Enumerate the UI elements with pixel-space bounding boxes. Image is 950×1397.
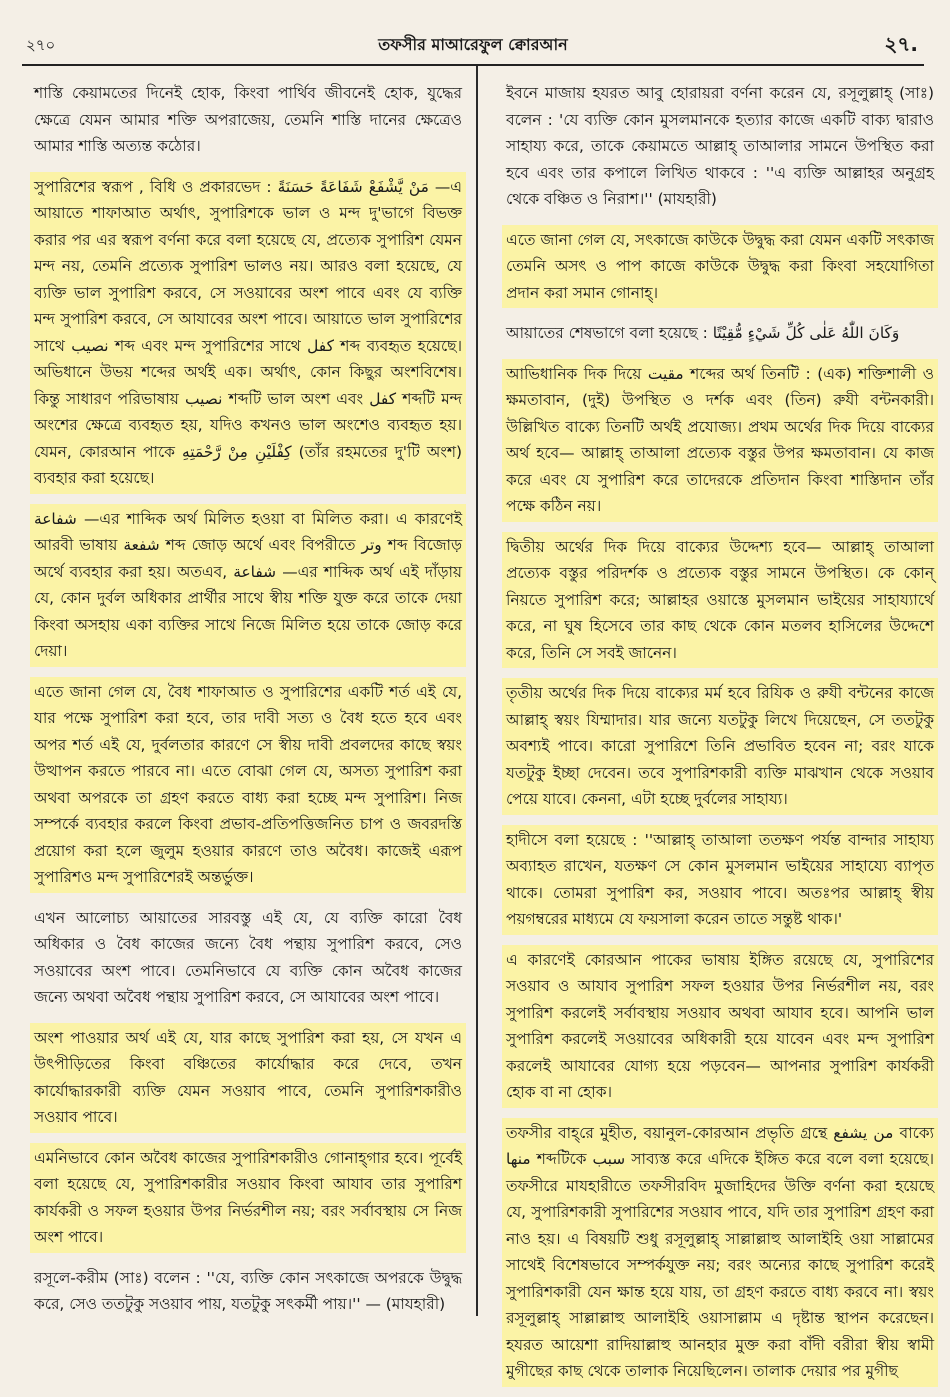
- paragraph: ইবনে মাজায় হযরত আবু হোরায়রা বর্ণনা করেন যে, রসূলুল্লাহ্ (সাঃ) বলেন : 'যে ব্যক্তি কোন মুসলমানকে হত্যার কাজে একটি বাক্য দ্বারাও সাহায্য করে, তাকে কেয়ামতে আল্লাহ্ তাআলার সামনে উপস্থিত করা হবে এবং তার কপালে লিখিত থাকবে : ''এ ব্যক্তি আল্লাহর অনুগ্রহ থেকে বঞ্চিত ও নিরাশ।'' (মাযহারী): [506, 84, 934, 208]
- paragraph: এতে জানা গেল যে, বৈধ শাফাআত ও সুপারিশের একটি শর্ত এই যে, যার পক্ষে সুপারিশ করা হবে, তার দাবী সত্য ও বৈধ হতে হবে এবং অপর শর্ত এই যে, দুর্বলতার কারণে সে স্বীয় দাবী প্রবলদের কাছে স্বয়ং উত্থাপন করতে পারবে না। এতে বোঝা গেল যে, অসত্য সুপারিশ করা অথবা অপরকে তা গ্রহণ করতে বাধ্য করা হচ্ছে মন্দ সুপারিশ। নিজ সম্পর্কে ব্যবহার করলে কিংবা প্রভাব-প্রতিপত্তিজনিত চাপ ও জবরদস্তি প্রয়োগ করা হলে জুলুম হওয়ার কারণে তাও অবৈধ। কাজেই এরূপ সুপারিশও মন্দ সুপারিশেরই অন্তর্ভুক্ত।: [30, 677, 466, 893]
- paragraph: রসূলে-করীম (সাঃ) বলেন : ''যে, ব্যক্তি কোন সৎকাজে অপরকে উদ্বুদ্ধ করে, সেও ততটুকু সওয়াব পায়, যতটুকু সৎকর্মী পায়।'' — (মাযহারী): [34, 1268, 462, 1313]
- paragraph: অংশ পাওয়ার অর্থ এই যে, যার কাছে সুপারিশ করা হয়, সে যখন এ উৎপীড়িতের কিংবা বঞ্চিতের কার্যোদ্ধার করে দেবে, তখন কার্যোদ্ধারকারী ব্যক্তি যেমন সওয়াব পাবে, তেমনি সুপারিশকারীও সওয়াব পাবে।: [30, 1023, 466, 1133]
- paragraph: আভিধানিক দিক দিয়ে مقيت শব্দের অর্থ তিনটি : (এক) শক্তিশালী ও ক্ষমতাবান, (দুই) উপস্থিত ও দর্শক এবং (তিন) রুযী বন্টনকারী। উল্লিখিত বাক্যে তিনটি অর্থই প্রযোজ্য। প্রথম অর্থের দিক দিয়ে বাক্যের অর্থ হবে— আল্লাহ্ তাআলা প্রত্যেক বস্তুর উপর ক্ষমতাবান। যে কাজ করে এবং যে সুপারিশ করে তাদেরকে প্রতিদান কিংবা শাস্তিদান তাঁর পক্ষে কঠিন নয়।: [502, 359, 938, 522]
- paragraph: এতে জানা গেল যে, সৎকাজে কাউকে উদ্বুদ্ধ করা যেমন একটি সৎকাজ তেমনি অসৎ ও পাপ কাজে কাউকে উদ্বুদ্ধ করা কিংবা সহযোগিতা প্রদান করা সমান গোনাহ্।: [502, 225, 938, 309]
- paragraph: شفاعة —এর শাব্দিক অর্থ মিলিত হওয়া বা মিলিত করা। এ কারণেই আরবী ভাষায় شفعة শব্দ জোড় অর্থে এবং বিপরীতে وتر শব্দ বিজোড় অর্থে ব্যবহার করা হয়। অতএব, شفاعة —এর শাব্দিক অর্থ এই দাঁড়ায় যে, কোন দুর্বল অধিকার প্রার্থীর সাথে স্বীয় শক্তি যুক্ত করে তাকে দেয়া কিংবা অসহায় একা ব্যক্তির সাথে নিজে মিলিত হয়ে তাকে জোড় করে দেয়া।: [30, 504, 466, 667]
- page-number-right: ২৭.: [884, 32, 918, 56]
- paragraph: সুপারিশের স্বরূপ , বিধি ও প্রকারভেদ : مَنْ يَّشْفَعْ شَفَاعَةً حَسَنَةً —এ আয়াতে শাফাআত অর্থাৎ, সুপারিশকে ভাল ও মন্দ দু'ভাগে বিভক্ত করার পর এর স্বরূপ বর্ণনা করে বলা হয়েছে যে, প্রত্যেক সুপারিশ যেমন মন্দ নয়, তেমনি প্রত্যেক সুপারিশ ভালও নয়। আরও বলা হয়েছে, যে ব্যক্তি ভাল সুপারিশ করবে, সে সওয়াবের অংশ পাবে এবং যে ব্যক্তি মন্দ সুপারিশ করবে, সে আযাবের অংশ পাবে। আয়াতে ভাল সুপারিশের সাথে نصيب শব্দ এবং মন্দ সুপারিশের সাথে كفل শব্দ ব্যবহৃত হয়েছে। অভিধানে উভয় শব্দের অর্থই এক। অর্থাৎ, কোন কিছুর অংশবিশেষ। কিন্তু সাধারণ পরিভাষায় نصيب শব্দটি ভাল অংশ এবং كفل শব্দটি মন্দ অংশের ক্ষেত্রে ব্যবহৃত হয়, যদিও কখনও ভাল অংশেও ব্যবহৃত হয়। যেমন, কোরআন পাকে كِفْلَيْنِ مِنْ رَّحْمَتِهِ (তাঁর রহমতের দু'টি অংশ) ব্যবহার করা হয়েছে।: [30, 172, 466, 494]
- paragraph: তৃতীয় অর্থের দিক দিয়ে বাক্যের মর্ম হবে রিযিক ও রুযী বন্টনের কাজে আল্লাহ্ স্বয়ং যিম্মাদার। যার জন্যে যতটুকু লিখে দিয়েছেন, সে ততটুকু অবশ্যই পাবে। কারো সুপারিশে তিনি প্রভাবিত হবেন না; বরং যাকে যতটুকু ইচ্ছা দেবেন। তবে সুপারিশকারী ব্যক্তি মাঝখান থেকে সওয়াব পেয়ে যাবে। কেননা, এটা হচ্ছে দুর্বলের সাহায্য।: [502, 678, 938, 815]
- paragraph: এমনিভাবে কোন অবৈধ কাজের সুপারিশকারীও গোনাহ্গার হবে। পূর্বেই বলা হয়েছে যে, সুপারিশকারীর সওয়াব কিংবা আযাব তার সুপারিশ কার্যকরী ও সফল হওয়ার উপর নির্ভরশীল নয়; বরং সর্বাবস্থায় সে নিজ অংশ পাবে।: [30, 1143, 466, 1253]
- column-divider: [476, 66, 478, 1316]
- paragraph: হাদীসে বলা হয়েছে : ''আল্লাহ্ তাআলা ততক্ষণ পর্যন্ত বান্দার সাহায্য অব্যাহত রাখেন, যতক্ষণ সে কোন মুসলমান ভাইয়ের সাহায্যে ব্যাপৃত থাকে। তোমরা সুপারিশ কর, সওয়াব পাবে। অতঃপর আল্লাহ্ স্বীয় পয়গম্বরের মাধ্যমে যে ফয়সালা করেন তাতে সন্তুষ্ট থাক।': [502, 825, 938, 935]
- paragraph: এ কারণেই কোরআন পাকের ভাষায় ইঙ্গিত রয়েছে যে, সুপারিশের সওয়াব ও আযাব সুপারিশ সফল হওয়ার উপর নির্ভরশীল নয়, বরং সুপারিশ করলেই সর্বাবস্থায় সওয়াব অথবা আযাব হবে। আপনি ভাল সুপারিশ করলেই সওয়াবের অধিকারী হয়ে যাবেন এবং মন্দ সুপারিশ করলেই আযাবের যোগ্য হয়ে পড়বেন— আপনার সুপারিশ কার্যকরী হোক বা না হোক।: [502, 945, 938, 1108]
- paragraph: এখন আলোচ্য আয়াতের সারবস্তু এই যে, যে ব্যক্তি কারো বৈধ অধিকার ও বৈধ কাজের জন্যে বৈধ পন্থায় সুপারিশ করবে, সেও সওয়াবের অংশ পাবে। তেমনিভাবে যে ব্যক্তি কোন অবৈধ কাজের জন্যে অথবা অবৈধ পন্থায় সুপারিশ করবে, সে আযাবের অংশ পাবে।: [34, 908, 462, 1006]
- left-column: [30, 78, 466, 1330]
- right-column: [502, 78, 938, 1397]
- page-number-left: ২৭০: [26, 36, 56, 54]
- paragraph: আয়াতের শেষভাগে বলা হয়েছে : وَكَانَ اللّٰهُ عَلٰى كُلِّ شَيْءٍ مُّقِيْتًا: [506, 324, 900, 342]
- paragraph: তফসীর বাহ্‌রে মুহীত, বয়ানুল-কোরআন প্রভৃতি গ্রন্থে من يشفع বাক্যে منها শব্দটিকে سبب সাব্যস্ত করে এদিকে ইঙ্গিত করে বলে বলা হয়েছে। তফসীরে মাযহারীতে তফসীরবিদ মুজাহিদের উক্তি বর্ণনা করা হয়েছে যে, সুপারিশকারী সুপারিশের সওয়াব পাবে, যদি তার সুপারিশ গ্রহণ করা নাও হয়। এ বিষয়টি শুধু রসূলুল্লাহ্ সাল্লাল্লাহু আলাইহি ওয়া সাল্লামের সাথেই বিশেষভাবে সম্পর্কযুক্ত নয়; বরং অন্যের কাছে সুপারিশ করেই সুপারিশকারী যেন ক্ষান্ত হয়ে যায়, তা গ্রহণ করতে বাধ্য করবে না। স্বয়ং রসূলুল্লাহ্ সাল্লাল্লাহু আলাইহি ওয়াসাল্লাম এ দৃষ্টান্ত স্থাপন করেছেন। হযরত আয়েশা রাদিয়াল্লাহু আনহার মুক্ত করা বাঁদী বরীরা স্বীয় স্বামী মুগীছের কাছ থেকে তালাক নিয়েছিলেন। তালাক দেয়ার পর মুগীছ: [502, 1118, 938, 1387]
- paragraph: শাস্তি কেয়ামতের দিনেই হোক, কিংবা পার্থিব জীবনেই হোক, যুদ্ধের ক্ষেত্রে যেমন আমার শক্তি অপরাজেয়, তেমনি শাস্তি দানের ক্ষেত্রেও আমার শাস্তি অত্যন্ত কঠোর।: [34, 84, 462, 155]
- running-title: তফসীর মাআরেফুল ক্বোরআন: [378, 35, 568, 54]
- page-header: [22, 28, 924, 66]
- paragraph: দ্বিতীয় অর্থের দিক দিয়ে বাক্যের উদ্দেশ্য হবে— আল্লাহ্ তাআলা প্রত্যেক বস্তুর পরিদর্শক ও প্রত্যেক বস্তুর সামনে উপস্থিত। কে কোন্ নিয়তে সুপারিশ করে; আল্লাহর ওয়াস্তে মুসলমান ভাইয়ের সাহায্যার্থে করে, না ঘুষ হিসেবে তার কাছ থেকে কোন মতলব হাসিলের উদ্দেশে করে, তিনি সে সবই জানেন।: [502, 532, 938, 669]
